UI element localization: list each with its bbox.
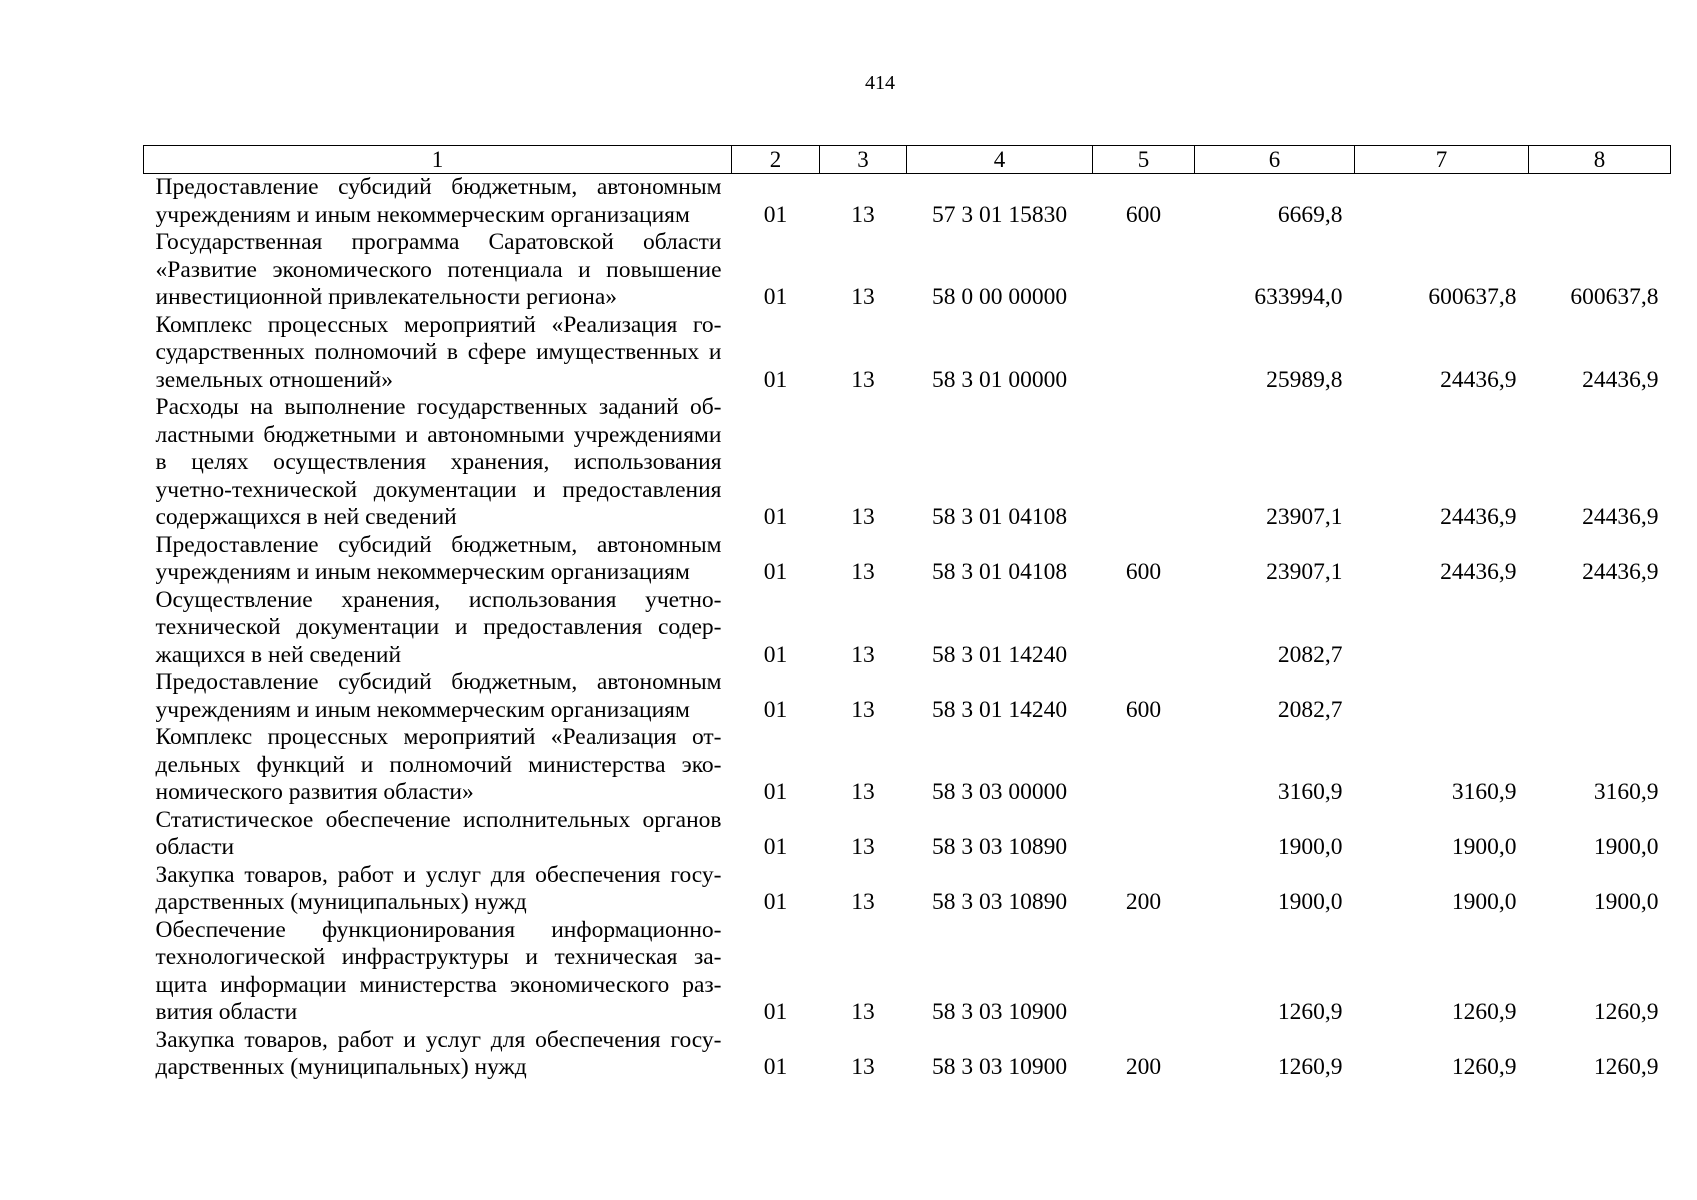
subsection-code: 13 — [851, 504, 875, 530]
column-header-7: 7 — [1355, 146, 1529, 174]
row-description: Предоставление субсидий бюджетным, автономным учреждениям и иным некоммерческим организациям — [155, 174, 722, 228]
target-article-code: 58 3 03 10890 — [931, 889, 1068, 915]
table-row — [144, 862, 1671, 917]
amount-col-6: 1900,0 — [1277, 889, 1343, 915]
expense-type-code — [1093, 587, 1195, 670]
target-article-code: 58 3 01 00000 — [931, 366, 1068, 393]
amount-col-7: 600637,8 — [1428, 284, 1517, 310]
table-row — [144, 724, 1671, 807]
amount-col-8: 1260,9 — [1593, 999, 1659, 1025]
row-description: Обеспечение функционирования информационно-технологической инфраструктуры и техническая защита информации министерства экономического развития области — [155, 916, 722, 1025]
target-article-code: 58 3 03 10900 — [931, 1054, 1068, 1080]
amount-col-6: 1260,9 — [1277, 1054, 1343, 1080]
target-article-code: 58 3 03 10900 — [931, 999, 1068, 1025]
amount-col-7 — [1355, 174, 1529, 230]
amount-col-6: 633994,0 — [1254, 284, 1343, 310]
expense-type-code: 600 — [1125, 696, 1162, 723]
table-row — [144, 229, 1671, 312]
table-row — [144, 917, 1671, 1027]
section-code: 01 — [763, 504, 788, 530]
subsection-code: 13 — [851, 999, 875, 1025]
column-header-1: 1 — [144, 146, 732, 174]
table-row — [144, 174, 1671, 230]
expense-type-code: 600 — [1125, 201, 1162, 228]
amount-col-7: 3160,9 — [1451, 779, 1517, 805]
amount-col-8: 1900,0 — [1593, 834, 1659, 860]
expense-type-code — [1093, 917, 1195, 1027]
amount-col-8 — [1529, 669, 1671, 724]
target-article-code: 58 3 01 04108 — [931, 504, 1068, 530]
section-code: 01 — [763, 641, 788, 668]
subsection-code: 13 — [851, 889, 875, 915]
table-row — [144, 394, 1671, 532]
expense-type-code — [1093, 807, 1195, 862]
row-description: Комплекс процессных мероприятий «Реализация отдельных функций и полномочий министерства экономического развития области» — [155, 724, 722, 805]
amount-col-8: 1260,9 — [1593, 1054, 1659, 1080]
row-description: Комплекс процессных мероприятий «Реализация государственных полномочий в сфере имущественных и земельных отношений» — [155, 311, 722, 393]
expense-type-code: 200 — [1125, 889, 1162, 915]
section-code: 01 — [763, 999, 788, 1025]
budget-table — [143, 145, 1671, 1082]
amount-col-6: 25989,8 — [1266, 366, 1343, 393]
target-article-code: 58 0 00 00000 — [931, 284, 1068, 310]
amount-col-8: 1900,0 — [1593, 889, 1659, 915]
amount-col-8: 24436,9 — [1582, 504, 1659, 530]
amount-col-7: 24436,9 — [1440, 559, 1517, 585]
amount-col-6: 2082,7 — [1277, 696, 1343, 723]
amount-col-8 — [1529, 174, 1671, 230]
section-code: 01 — [763, 834, 788, 860]
amount-col-8: 3160,9 — [1593, 779, 1659, 805]
section-code: 01 — [763, 366, 788, 393]
section-code: 01 — [763, 1054, 788, 1080]
subsection-code: 13 — [851, 559, 875, 585]
table-row — [144, 532, 1671, 587]
amount-col-6: 23907,1 — [1266, 559, 1343, 585]
target-article-code: 58 3 01 04108 — [931, 559, 1068, 585]
table-row — [144, 587, 1671, 670]
subsection-code: 13 — [851, 1054, 875, 1080]
amount-col-7: 24436,9 — [1440, 366, 1517, 393]
row-description: Закупка товаров, работ и услуг для обеспечения государственных (муниципальных) нужд — [155, 1026, 722, 1080]
amount-col-7: 1900,0 — [1451, 834, 1517, 860]
table-row — [144, 312, 1671, 395]
amount-col-6: 1900,0 — [1277, 834, 1343, 860]
amount-col-7 — [1355, 587, 1529, 670]
row-description: Расходы на выполнение государственных заданий областными бюджетными и автономными учреждениями в целях осуществления хранения, использования учетно-технической документации и предоставления содержащихся в ней сведений — [155, 394, 722, 530]
column-header-5: 5 — [1093, 146, 1195, 174]
column-header-2: 2 — [732, 146, 820, 174]
amount-col-8: 24436,9 — [1582, 366, 1659, 393]
column-header-8: 8 — [1529, 146, 1671, 174]
target-article-code: 58 3 01 14240 — [931, 696, 1068, 723]
column-header-6: 6 — [1195, 146, 1355, 174]
amount-col-6: 1260,9 — [1277, 999, 1343, 1025]
amount-col-6: 2082,7 — [1277, 641, 1343, 668]
table-row — [144, 807, 1671, 862]
row-description: Государственная программа Саратовской области «Развитие экономического потенциала и повышение инвестиционной привлекательности региона» — [155, 229, 722, 310]
column-header-3: 3 — [820, 146, 907, 174]
section-code: 01 — [763, 284, 788, 310]
table-row — [144, 669, 1671, 724]
target-article-code: 58 3 01 14240 — [931, 641, 1068, 668]
amount-col-6: 3160,9 — [1277, 779, 1343, 805]
subsection-code: 13 — [851, 366, 875, 393]
target-article-code: 58 3 03 10890 — [931, 834, 1068, 860]
row-description: Предоставление субсидий бюджетным, автономным учреждениям и иным некоммерческим организациям — [155, 531, 722, 585]
subsection-code: 13 — [851, 779, 875, 805]
target-article-code: 57 3 01 15830 — [931, 201, 1068, 228]
amount-col-8 — [1529, 587, 1671, 670]
expense-type-code — [1093, 312, 1195, 395]
section-code: 01 — [763, 779, 788, 805]
target-article-code: 58 3 03 00000 — [931, 779, 1068, 805]
expense-type-code: 600 — [1125, 559, 1162, 585]
subsection-code: 13 — [851, 641, 875, 668]
expense-type-code — [1093, 394, 1195, 532]
table-row — [144, 1027, 1671, 1082]
subsection-code: 13 — [851, 284, 875, 310]
subsection-code: 13 — [851, 201, 875, 228]
expense-type-code — [1093, 229, 1195, 312]
row-description: Статистическое обеспечение исполнительных органов области — [155, 806, 722, 860]
section-code: 01 — [763, 201, 788, 228]
section-code: 01 — [763, 889, 788, 915]
amount-col-7 — [1355, 669, 1529, 724]
subsection-code: 13 — [851, 696, 875, 723]
expense-type-code: 200 — [1125, 1054, 1162, 1080]
section-code: 01 — [763, 696, 788, 723]
page-number: 414 — [865, 72, 895, 94]
amount-col-8: 600637,8 — [1570, 284, 1659, 310]
amount-col-6: 6669,8 — [1277, 201, 1343, 228]
amount-col-6: 23907,1 — [1266, 504, 1343, 530]
row-description: Осуществление хранения, использования учетно-технической документации и предоставления содержащихся в ней сведений — [155, 586, 722, 668]
header-row — [144, 146, 1671, 174]
amount-col-7: 24436,9 — [1440, 504, 1517, 530]
expense-type-code — [1093, 724, 1195, 807]
row-description: Закупка товаров, работ и услуг для обеспечения государственных (муниципальных) нужд — [155, 861, 722, 915]
amount-col-7: 1900,0 — [1451, 889, 1517, 915]
section-code: 01 — [763, 559, 788, 585]
column-header-4: 4 — [907, 146, 1093, 174]
subsection-code: 13 — [851, 834, 875, 860]
amount-col-8: 24436,9 — [1582, 559, 1659, 585]
amount-col-7: 1260,9 — [1451, 1054, 1517, 1080]
amount-col-7: 1260,9 — [1451, 999, 1517, 1025]
row-description: Предоставление субсидий бюджетным, автономным учреждениям и иным некоммерческим организациям — [155, 669, 722, 723]
